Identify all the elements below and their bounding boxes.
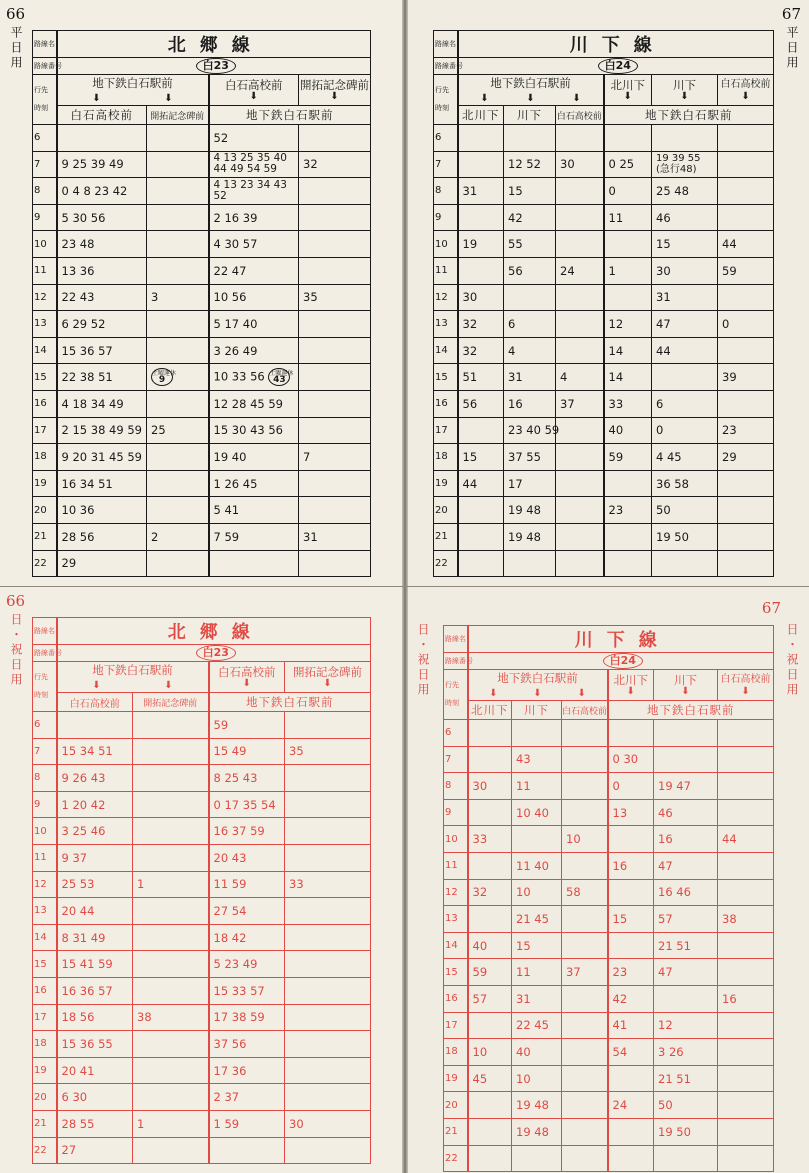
hour-row: 16 56 16 37 33 6	[434, 390, 774, 417]
dest-header: 白石高校前 ⬇	[209, 662, 285, 693]
dest-header: 地下鉄白石駅前 ⬇ ⬇	[57, 662, 209, 693]
hour-row: 13 32 6 12 47 0	[434, 311, 774, 338]
hour-row: 9 10 40 13 46	[444, 799, 774, 826]
route-badge: 白23	[196, 58, 236, 74]
arrow-icon: ⬇	[489, 688, 498, 699]
arrow-icon: ⬇	[681, 686, 690, 697]
hour-row: 12 22 43 3 10 56 35	[33, 284, 371, 311]
arrow-icon: ⬇	[92, 93, 101, 104]
line-title: 川下線	[468, 626, 774, 653]
hour-row: 7 43 0 30	[444, 746, 774, 773]
hour-row: 8 30 11 0 19 47	[444, 773, 774, 800]
hour-row: 20 6 30 2 37	[33, 1084, 371, 1111]
line-name-label: 路線名	[434, 31, 458, 58]
route-badge: 白24	[603, 653, 643, 669]
hour-row: 9 42 11 46	[434, 204, 774, 231]
hour-row: 18 15 36 55 37 56	[33, 1031, 371, 1058]
hour-row: 6 52	[33, 125, 371, 152]
line-number-label: 路線番号	[444, 653, 468, 670]
route-badge: 白24	[598, 58, 638, 74]
hour-row: 18 9 20 31 45 59 19 40 7	[33, 444, 371, 471]
hour-row: 17 23 40 59 40 0 23	[434, 417, 774, 444]
hour-row: 20 19 48 23 50	[434, 497, 774, 524]
dest-header: 白石高校前 ⬇	[718, 75, 774, 106]
hour-row: 18 15 37 55 59 4 45 29	[434, 444, 774, 471]
dest-header: 白石高校前 ⬇	[209, 75, 299, 106]
dest-header: 地下鉄白石駅前 ⬇ ⬇	[57, 75, 209, 106]
hour-row: 11 11 40 16 47	[444, 852, 774, 879]
hour-row: 20 10 36 5 41	[33, 497, 371, 524]
hour-row: 13 6 29 52 5 17 40	[33, 311, 371, 338]
page-number: 66	[6, 5, 26, 23]
arrow-icon: ⬇	[626, 686, 635, 697]
hour-row: 13 21 45 15 57 38	[444, 906, 774, 933]
dest-header: 地下鉄白石駅前 ⬇ ⬇ ⬇	[458, 75, 604, 106]
line-number-label: 路線番号	[33, 58, 57, 75]
hour-row: 14 32 4 14 44	[434, 337, 774, 364]
hour-row: 17 2 15 38 49 59 25 15 30 43 56	[33, 417, 371, 444]
weekday-left-page	[0, 0, 404, 586]
arrow-icon: ⬇	[330, 91, 339, 102]
holiday-side-label: 日・祝日用	[785, 623, 799, 698]
hour-row: 13 20 44 27 54	[33, 898, 371, 925]
arrow-icon: ⬇	[533, 688, 542, 699]
hour-row: 22 27	[33, 1137, 371, 1164]
line-number-label: 路線番号	[434, 58, 458, 75]
holiday-spread	[0, 587, 809, 1173]
book-spine	[402, 0, 408, 586]
hour-row: 20 19 48 24 50	[444, 1092, 774, 1119]
line-title: 川下線	[458, 31, 774, 58]
arrow-icon: ⬇	[242, 678, 251, 689]
line-name-label: 路線名	[33, 618, 57, 645]
hour-row: 22	[444, 1145, 774, 1172]
hour-row: 6	[434, 125, 774, 152]
hour-row: 10 33 10 16 44	[444, 826, 774, 853]
timetable-holiday-left: 路線名 北郷線 路線番号 白23 行先 時刻 地下鉄白石駅前 ⬇ ⬇ 白石高校前 ⬇ 開拓記念碑前 ⬇ 白石高校前 開拓記念碑前 地下鉄白石駅前 6 59 7 15 34 51 15 49 35 8 9 26 43 8 25 43 9 1 20 42 0 17 35 54 10 3 25 46 16 37 59 11 9 37 20 43 12 25 53 1 11 59 33 13 20 44 27 54 14 8 31 49 18 42 15 15 41 59 5 23 49 16 16 36 57 15 33 57 17 18 56 38 17 38 59 18 15 36 55 37 56 19 20 41 17 36 20 6 30 2 37 21 28 55 1 1 59 30 22 27	[32, 617, 371, 1164]
page-number: 67	[781, 5, 801, 23]
arrow-icon: ⬇	[623, 91, 632, 102]
arrow-icon: ⬇	[526, 93, 535, 104]
hour-row: 8 31 15 0 25 48	[434, 178, 774, 205]
hour-row: 12 30 31	[434, 284, 774, 311]
weekday-spread	[0, 0, 809, 586]
arrow-icon: ⬇	[92, 680, 101, 691]
timetable-holiday-right: 路線名 川下線 路線番号 白24 行先 時刻 地下鉄白石駅前 ⬇ ⬇ ⬇ 北川下 ⬇ 川下 ⬇ 白石高校前 ⬇ 北川下 川下 白石高校前 地下鉄白石駅前 6 7 43 0 30 8 30 11 0 19 47 9 10 40 13 46 10 33 10 16 44 11 11 40 16 47 12 32 10 58 16 46 13 21 45 15 57 38 14 40 15 21 51 15 59 11 37 23 47 16 57 31 42 16 17 22 45 41 12 18 10 40 54 3 26 19 45 10 21 51 20 19 48 24 50 21 19 48 19 50 22	[443, 625, 774, 1172]
hour-row: 14 8 31 49 18 42	[33, 924, 371, 951]
hour-row: 17 18 56 38 17 38 59	[33, 1004, 371, 1031]
holiday-side-label-left: 日・祝日用	[416, 623, 430, 698]
line-name-label: 路線名	[444, 626, 468, 653]
hour-row: 22	[434, 550, 774, 577]
hour-row: 12 32 10 58 16 46	[444, 879, 774, 906]
page-number: 67	[761, 599, 781, 617]
weekday-right-page	[405, 0, 809, 586]
arrow-icon: ⬇	[249, 91, 258, 102]
timetable-weekday-right: 路線名 川下線 路線番号 白24 行先 時刻 地下鉄白石駅前 ⬇ ⬇ ⬇ 北川下 ⬇ 川下 ⬇ 白石高校前 ⬇ 北川下 川下 白石高校前 地下鉄白石駅前 6 7 12 52 30 0 25 19 39 55 (急行48) 8 31 15 0 25 48 9 42 11 46 10 19 55 15 44 11 56 24 1 30 59 12 30 31 13 32 6 12 47 0 14 32 4 14 44 15 51 31 4 14 39 16 56 16 37 33 6 17 23 40 59 40 0 23 18 15 37 55 59 4 45 29 19 44 17 36 58 20 19 48 23 50 21 19 48 19 50 22	[433, 30, 774, 577]
destination-label: 行先 時刻	[444, 670, 468, 720]
arrow-icon: ⬇	[323, 678, 332, 689]
arrow-icon: ⬇	[164, 680, 173, 691]
hour-row: 15 59 11 37 23 47	[444, 959, 774, 986]
saturday-suspended-note: 土曜運休 9	[152, 370, 177, 386]
arrow-icon: ⬇	[741, 91, 750, 102]
hour-row: 16 4 18 34 49 12 28 45 59	[33, 390, 371, 417]
hour-row: 6	[444, 720, 774, 747]
line-name-label: 路線名	[33, 31, 57, 58]
dest-header: 開拓記念碑前 ⬇	[299, 75, 371, 106]
hour-row: 15 15 41 59 5 23 49	[33, 951, 371, 978]
line-number-label: 路線番号	[33, 645, 57, 662]
book-spine	[402, 587, 408, 1173]
dest-header: 北川下 ⬇	[604, 75, 652, 106]
hour-row: 21 28 55 1 1 59 30	[33, 1110, 371, 1137]
hour-row: 16 16 36 57 15 33 57	[33, 977, 371, 1004]
dest-header: 地下鉄白石駅前 ⬇ ⬇ ⬇	[468, 670, 608, 701]
hour-row: 22 29	[33, 550, 371, 577]
line-title: 北郷線	[57, 31, 371, 58]
dest-header: 川下 ⬇	[654, 670, 718, 701]
hour-row: 19 45 10 21 51	[444, 1065, 774, 1092]
hour-row: 10 19 55 15 44	[434, 231, 774, 258]
weekday-side-label: 平日用	[9, 26, 23, 71]
holiday-side-label: 日・祝日用	[9, 613, 23, 688]
hour-row: 8 0 4 8 23 42 4 13 23 34 43 52	[33, 178, 371, 205]
arrow-icon: ⬇	[577, 688, 586, 699]
arrow-icon: ⬇	[572, 93, 581, 104]
hour-row: 19 20 41 17 36	[33, 1057, 371, 1084]
hour-row: 15 51 31 4 14 39	[434, 364, 774, 391]
dest-header: 北川下 ⬇	[608, 670, 654, 701]
destination-label: 行先 時刻	[33, 75, 57, 125]
hour-row: 7 9 25 39 49 4 13 25 35 40 44 49 54 59 32	[33, 151, 371, 178]
hour-row: 6 59	[33, 712, 371, 739]
weekday-side-label: 平日用	[785, 26, 799, 71]
arrow-icon: ⬇	[741, 686, 750, 697]
hour-row: 14 15 36 57 3 26 49	[33, 337, 371, 364]
destination-label: 行先 時刻	[33, 662, 57, 712]
dest-header: 白石高校前 ⬇	[718, 670, 774, 701]
hour-row: 14 40 15 21 51	[444, 932, 774, 959]
hour-row: 21 19 48 19 50	[434, 523, 774, 550]
arrow-icon: ⬇	[680, 91, 689, 102]
holiday-right-page	[405, 587, 809, 1173]
hour-row: 21 28 56 2 7 59 31	[33, 523, 371, 550]
saturday-suspended-note: 土曜運休 43	[269, 370, 294, 386]
hour-row: 15 22 38 51 土曜運休 9 10 33 56 土曜運休 43	[33, 364, 371, 391]
route-badge: 白23	[196, 645, 236, 661]
destination-label: 行先 時刻	[434, 75, 458, 125]
hour-row: 10 23 48 4 30 57	[33, 231, 371, 258]
arrow-icon: ⬇	[480, 93, 489, 104]
hour-row: 11 56 24 1 30 59	[434, 257, 774, 284]
hour-row: 9 5 30 56 2 16 39	[33, 204, 371, 231]
hour-row: 8 9 26 43 8 25 43	[33, 765, 371, 792]
hour-row: 11 9 37 20 43	[33, 844, 371, 871]
hour-row: 21 19 48 19 50	[444, 1118, 774, 1145]
timetable-weekday-left: 路線名 北郷線 路線番号 白23 行先 時刻 地下鉄白石駅前 ⬇ ⬇ 白石高校前 ⬇ 開拓記念碑前 ⬇ 白石高校前 開拓記念碑前 地下鉄白石駅前 6 52 7 9 25 39 49 4 13 25 35 40 44 49 54 59 32 8 0 4 8 23 42 4 13 23 34 43 52 9 5 30 56 2 16 39 10 23 48 4 30 57 11 13 36 22 47 12 22 43 3 10 56 35 13 6 29 52 5 17 40 14 15 36 57 3 26 49 15 22 38 51 土曜運休 9 10 33 56 土曜運休 43 16 4 18 34 49 12 28 45 59 17 2 15 38 49 59 25 15 30 43 56 18 9 20 31 45 59 19 40 7 19 16 34 51 1 26 45 20 10 36 5 41 21 28 56 2 7 59 31 22 29	[32, 30, 371, 577]
hour-row: 16 57 31 42 16	[444, 985, 774, 1012]
hour-row: 9 1 20 42 0 17 35 54	[33, 791, 371, 818]
arrow-icon: ⬇	[164, 93, 173, 104]
page-number: 66	[6, 592, 26, 610]
hour-row: 7 15 34 51 15 49 35	[33, 738, 371, 765]
dest-header: 開拓記念碑前 ⬇	[285, 662, 371, 693]
line-title: 北郷線	[57, 618, 371, 645]
dest-header: 川下 ⬇	[652, 75, 718, 106]
hour-row: 19 44 17 36 58	[434, 470, 774, 497]
holiday-left-page	[0, 587, 404, 1173]
hour-row: 11 13 36 22 47	[33, 257, 371, 284]
hour-row: 18 10 40 54 3 26	[444, 1039, 774, 1066]
hour-row: 12 25 53 1 11 59 33	[33, 871, 371, 898]
hour-row: 17 22 45 41 12	[444, 1012, 774, 1039]
hour-row: 10 3 25 46 16 37 59	[33, 818, 371, 845]
hour-row: 7 12 52 30 0 25 19 39 55 (急行48)	[434, 151, 774, 178]
hour-row: 19 16 34 51 1 26 45	[33, 470, 371, 497]
